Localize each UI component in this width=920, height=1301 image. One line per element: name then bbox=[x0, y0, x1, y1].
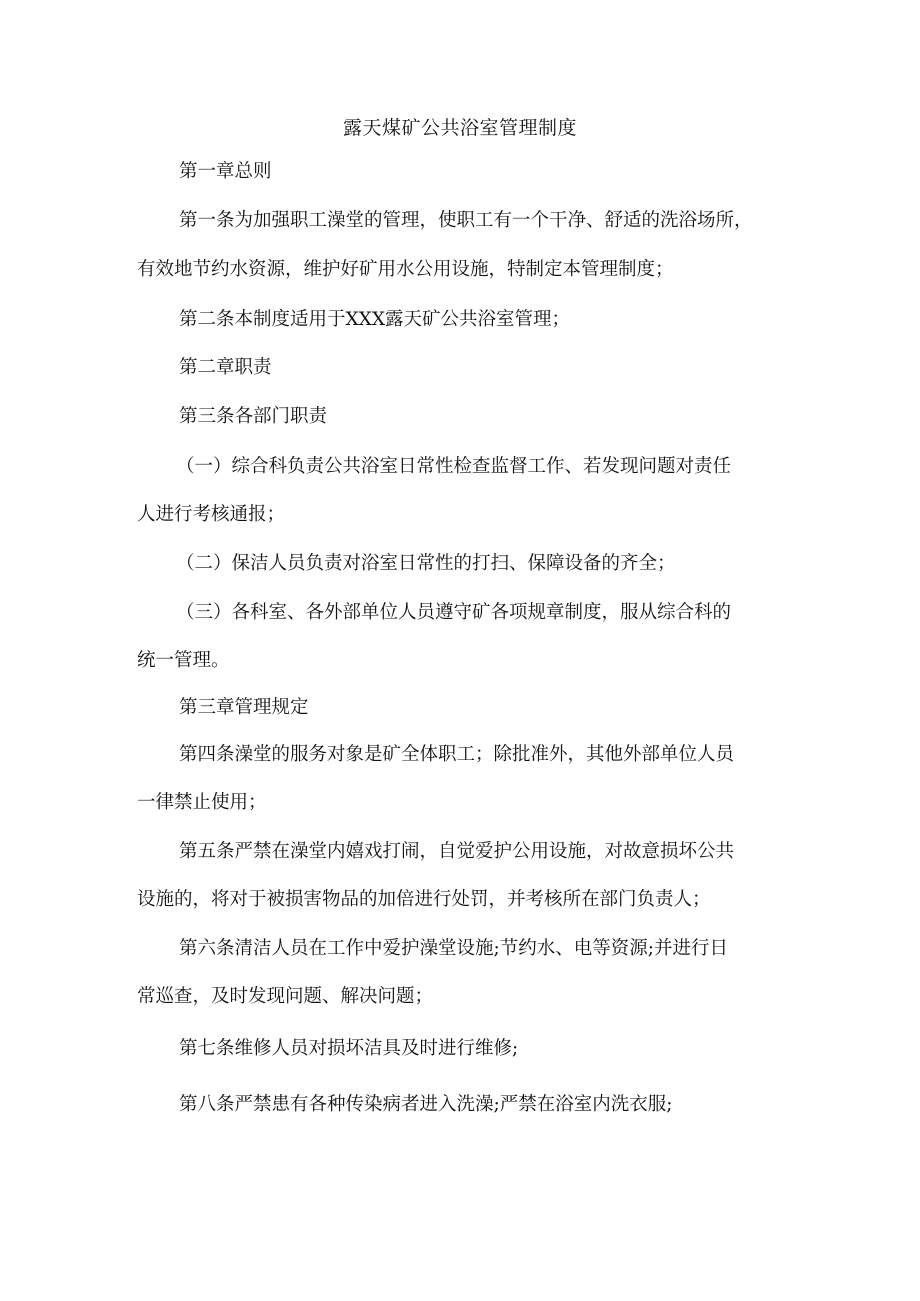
paragraph-line: 统一管理。 bbox=[137, 650, 230, 671]
chapter-heading: 第二章职责 bbox=[179, 357, 272, 378]
paragraph-line: （三）各科室、各外部单位人员遵守矿各项规章制度，服从综合科的 bbox=[176, 602, 732, 623]
paragraph-line: 有效地节约水资源，维护好矿用水公用设施，特制定本管理制度； bbox=[137, 259, 674, 280]
paragraph-line: 第八条严禁患有各种传染病者进入洗澡;严禁在浴室内洗衣服; bbox=[179, 1094, 673, 1115]
paragraph-line: 第二条本制度适用于XXX露天矿公共浴室管理； bbox=[179, 309, 571, 330]
paragraph-line: 第四条澡堂的服务对象是矿全体职工；除批准外，其他外部单位人员 bbox=[179, 744, 735, 765]
paragraph-line: 设施的，将对于被损害物品的加倍进行处罚，并考核所在部门负责人； bbox=[137, 889, 711, 910]
paragraph-line: 常巡查，及时发现问题、解决问题； bbox=[137, 986, 434, 1007]
paragraph-line: 人进行考核通报； bbox=[137, 504, 286, 525]
paragraph-line: 第一条为加强职工澡堂的管理，使职工有一个干净、舒适的洗浴场所， bbox=[179, 210, 753, 231]
paragraph-line: 第三条各部门职责 bbox=[179, 406, 328, 427]
chapter-heading: 第一章总则 bbox=[179, 161, 272, 182]
chapter-heading: 第三章管理规定 bbox=[179, 697, 309, 718]
document-title: 露天煤矿公共浴室管理制度 bbox=[342, 117, 577, 139]
paragraph-line: 第六条清洁人员在工作中爱护澡堂设施;节约水、电等资源;并进行日 bbox=[179, 938, 728, 959]
paragraph-line: 第七条维修人员对损坏洁具及时进行维修; bbox=[179, 1038, 519, 1059]
paragraph-line: 第五条严禁在澡堂内嬉戏打闹，自觉爱护公用设施，对故意损坏公共 bbox=[179, 841, 735, 862]
paragraph-line: （二）保洁人员负责对浴室日常性的打扫、保障设备的齐全； bbox=[176, 553, 676, 574]
paragraph-line: （一）综合科负责公共浴室日常性检查监督工作、若发现问题对责任 bbox=[176, 456, 732, 477]
paragraph-line: 一律禁止使用； bbox=[137, 792, 267, 813]
